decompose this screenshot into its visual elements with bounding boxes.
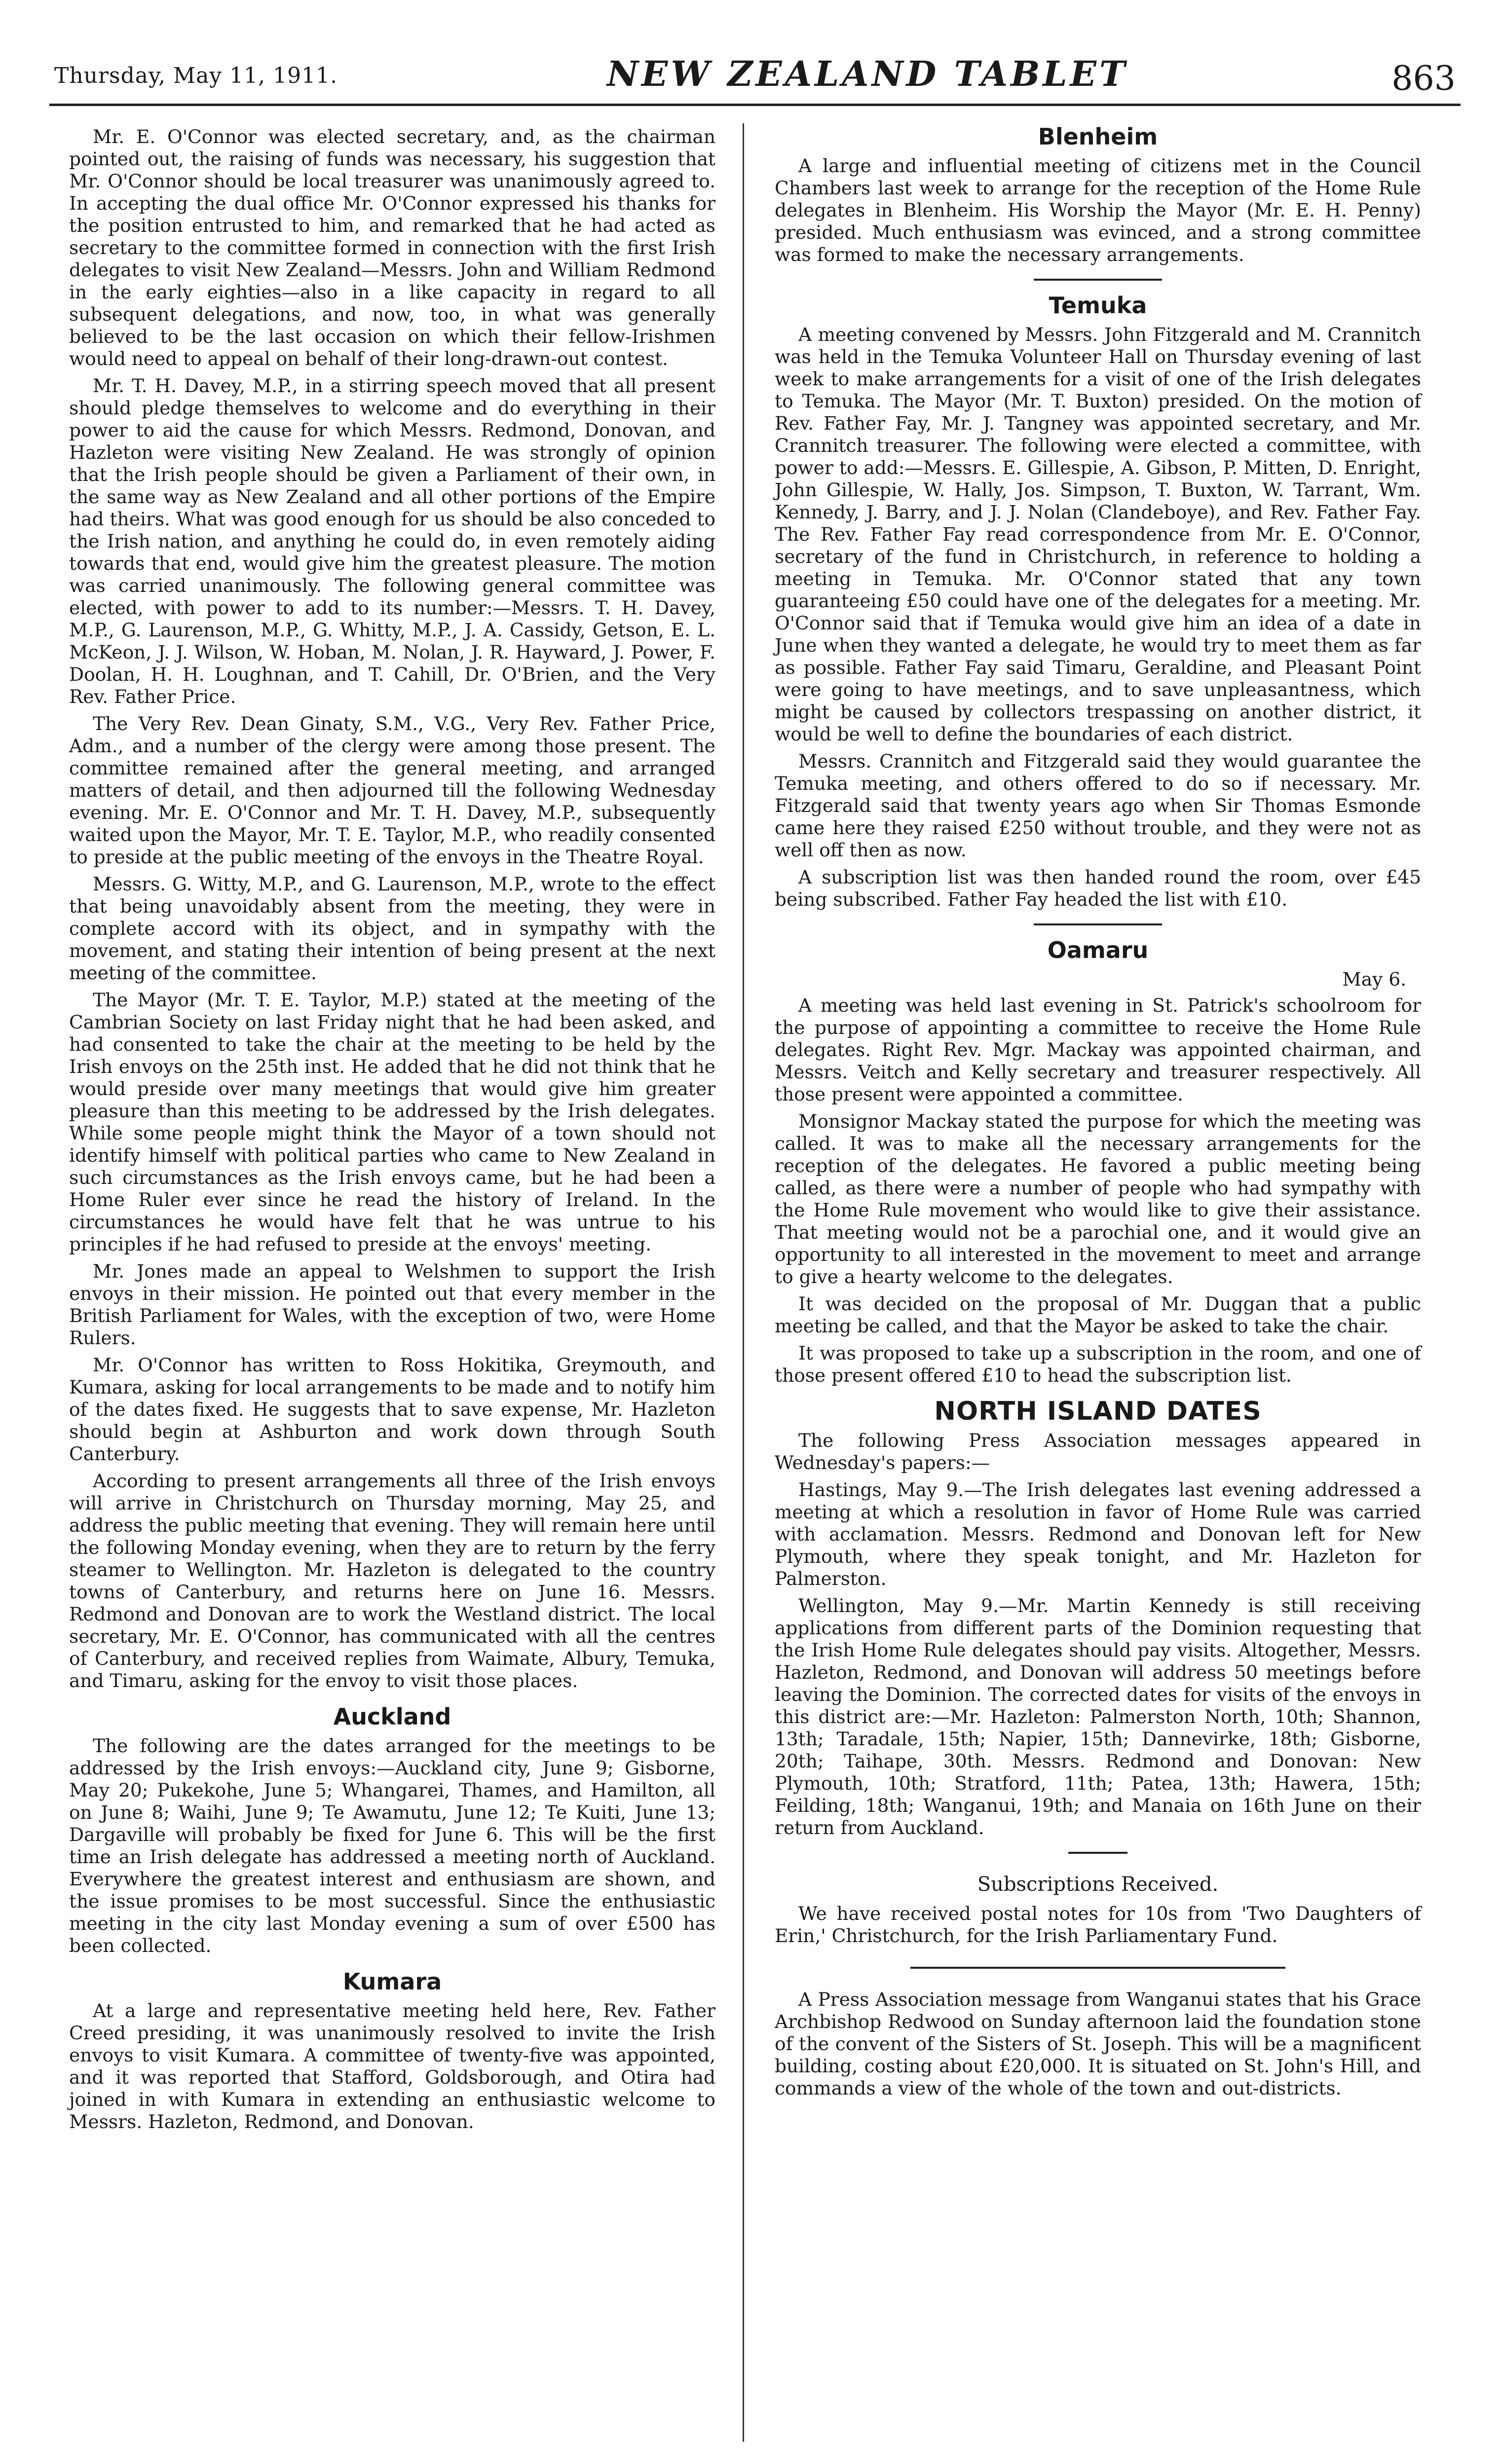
blenheim-paragraph: A large and influential meeting of citizens met in the Council Chambers last week to arrange for the reception of the Home Rule delegates in Blenheim. His Worship the Mayor (Mr. E. H. Penny) presided. Much enthusiasm was evinced, and a strong committee was formed to make the necessary arrangements. [775, 155, 1421, 265]
oamaru-paragraph: It was proposed to take up a subscription in the room, and one of those present offered £10 to head the subscription list. [775, 1342, 1421, 1386]
oamaru-paragraph: It was decided on the proposal of Mr. Duggan that a public meeting be called, and that the Mayor be asked to take the chair. [775, 1293, 1421, 1337]
subscriptions-paragraph: We have received postal notes for 10s from 'Two Daughters of Erin,' Christchurch, for the Irish Parliamentary Fund. [775, 1903, 1421, 1947]
north-island-paragraph: The following Press Association messages appeared in Wednesday's papers:— [775, 1430, 1421, 1473]
left-column [69, 126, 715, 2138]
article-paragraph: The Very Rev. Dean Ginaty, S.M., V.G., Very Rev. Father Price, Adm., and a number of the clergy were among those present. The committee remained after the general meeting, and arranged matters of detail, and then adjourned till the following Wednesday evening. Mr. E. O'Connor and Mr. T. H. Davey, M.P., subsequently waited upon the Mayor, Mr. T. E. Taylor, M.P., who readily consented to preside at the public meeting of the envoys in the Theatre Royal. [69, 713, 715, 868]
section-title-temuka: Temuka [1049, 292, 1147, 319]
section-title-blenheim: Blenheim [1038, 123, 1158, 150]
article-paragraph: According to present arrangements all three of the Irish envoys will arrive in Christchurch on Thursday morning, May 25, and address the public meeting that evening. They will remain here until the following Monday evening, when they are to return by the ferry steamer to Wellington. Mr. Hazleton is delegated to the country towns of Canterbury, and returns here on June 16. Messrs. Redmond and Donovan are to work the Westland district. The local secretary, Mr. E. O'Connor, has communicated with all the centres of Canterbury, and received replies from Waimate, Albury, Temuka, and Timaru, asking for the envoy to visit those places. [69, 1470, 715, 1692]
oamaru-paragraph: Monsignor Mackay stated the purpose for which the meeting was called. It was to make all the necessary arrangements for the reception of the delegates. He favored a public meeting being called, as there were a number of people who had sympathy with the Home Rule movement who would like to give their assistance. That meeting would not be a parochial one, and it would give an opportunity to all interested in the movement to meet and arrange to give a hearty welcome to the delegates. [775, 1110, 1421, 1287]
section-title-north-island: NORTH ISLAND DATES [934, 1397, 1262, 1426]
page-header [49, 0, 1461, 123]
press-note-paragraph: A Press Association message from Wanganui states that his Grace Archbishop Redwood on Sunday afternoon laid the foundation stone of the convent of the Sisters of St. Joseph. This will be a magnificent building, costing about £20,000. It is situated on St. John's Hill, and commands a view of the whole of the town and out-districts. [775, 1988, 1421, 2099]
section-title-oamaru: Oamaru [1047, 937, 1149, 963]
header-rule [49, 104, 1461, 106]
issue-date: Thursday, May 11, 1911. [54, 63, 338, 88]
masthead-title: NEW ZEALAND TABLET [607, 53, 1128, 94]
auckland-paragraph: The following are the dates arranged for the meetings to be addressed by the Irish envoys:—Auckland city, June 9; Gisborne, May 20; Pukekohe, June 5; Whangarei, Thames, and Hamilton, all on June 8; Waihi, June 9; Te Awamutu, June 12; Te Kuiti, June 13; Dargaville will probably be fixed for June 6. This will be the first time an Irish delegate has addressed a meeting north of Auckland. Everywhere the greatest interest and enthusiasm are shown, and the issue promises to be most successful. Since the enthusiastic meeting in the city last Monday evening a sum of over £500 has been collected. [69, 1735, 715, 1956]
section-rule [1034, 923, 1162, 925]
temuka-paragraph: A meeting convened by Messrs. John Fitzgerald and M. Crannitch was held in the Temuka Volunteer Hall on Thursday evening of last week to make arrangements for a visit of one of the Irish delegates to Temuka. The Mayor (Mr. T. Buxton) presided. On the motion of Rev. Father Fay, Mr. J. Tangney was appointed secretary, and Mr. Crannitch treasurer. The following were elected a committee, with power to add:—Messrs. E. Gillespie, A. Gibson, P. Mitten, D. Enright, John Gillespie, W. Hally, Jos. Simpson, T. Buxton, W. Tarrant, Wm. Kennedy, J. Barry, and J. J. Nolan (Clandeboye), and Rev. Father Fay. The Rev. Father Fay read correspondence from Mr. E. O'Connor, secretary of the fund in Christchurch, in reference to holding a meeting in Temuka. Mr. O'Connor stated that any town guaranteeing £50 could have one of the delegates for a meeting. Mr. O'Connor said that if Temuka would give him an idea of a date in June when they wanted a delegate, he would try to meet them as far as possible. Father Fay said Timaru, Geraldine, and Pleasant Point were going to have meetings, and to save unpleasantness, which might be caused by collectors trespassing on another district, it would be well to define the boundaries of each district. [775, 324, 1421, 745]
article-paragraph: Messrs. G. Witty, M.P., and G. Laurenson, M.P., wrote to the effect that being unavoidably absent from the meeting, they were in complete accord with its object, and in sympathy with the movement, and stating their intention of being present at the next meeting of the committee. [69, 873, 715, 984]
section-title-subscriptions: Subscriptions Received. [977, 1873, 1219, 1896]
section-title-auckland: Auckland [333, 1703, 451, 1730]
section-rule [910, 1967, 1285, 1969]
kumara-paragraph: At a large and representative meeting held here, Rev. Father Creed presiding, it was unanimously resolved to invite the Irish envoys to visit Kumara. A committee of twenty-five was appointed, and it was reported that Stafford, Goldsborough, and Otira had joined in with Kumara in extending an enthusiastic welcome to Messrs. Hazleton, Redmond, and Donovan. [69, 2000, 715, 2133]
right-column [775, 123, 1421, 2104]
section-title-kumara: Kumara [342, 1968, 442, 1995]
article-paragraph: Mr. E. O'Connor was elected secretary, and, as the chairman pointed out, the raising of funds was necessary, his suggestion that Mr. O'Connor should be local treasurer was unanimously agreed to. In accepting the dual office Mr. O'Connor expressed his thanks for the position entrusted to him, and remarked that he had acted as secretary to the committee formed in connection with the first Irish delegates to visit New Zealand—Messrs. John and William Redmond in the early eighties—also in a like capacity in regard to all subsequent delegations, and now, too, in what was generally believed to be the last occasion on which their fellow-Irishmen would need to appeal on behalf of their long-drawn-out contest. [69, 126, 715, 369]
column-divider [743, 123, 744, 2442]
page-number: 863 [1391, 59, 1456, 98]
article-paragraph: The Mayor (Mr. T. E. Taylor, M.P.) stated at the meeting of the Cambrian Society on last Friday night that he had been asked, and had consented to take the chair at the meeting to be held by the Irish envoys on the 25th inst. He added that he did not think that he would preside over many meetings that would give him greater pleasure than this meeting to be addressed by the Irish delegates. While some people might think the Mayor of a town should not identify himself with political parties who came to New Zealand in such circumstances as the Irish envoys came, but he had been a Home Ruler ever since he read the history of Ireland. In the circumstances he would have felt that he was untrue to his principles if he had refused to preside at the envoys' meeting. [69, 989, 715, 1255]
temuka-paragraph: A subscription list was then handed round the room, over £45 being subscribed. Father Fay headed the list with £10. [775, 866, 1421, 910]
section-rule [1068, 1852, 1127, 1854]
section-rule [1034, 279, 1162, 281]
north-island-paragraph: Wellington, May 9.—Mr. Martin Kennedy is still receiving applications from different parts of the Dominion requesting that the Irish Home Rule delegates should pay visits. Altogether, Messrs. Hazleton, Redmond, and Donovan will address 50 meetings before leaving the Dominion. The corrected dates for visits of the envoys in this district are:—Mr. Hazleton: Palmerston North, 10th; Shannon, 13th; Taradale, 15th; Napier, 15th; Dannevirke, 18th; Gisborne, 20th; Taihape, 30th. Messrs. Redmond and Donovan: New Plymouth, 10th; Stratford, 11th; Patea, 13th; Hawera, 15th; Feilding, 18th; Wanganui, 19th; and Manaia on 16th June on their return from Auckland. [775, 1595, 1421, 1839]
article-paragraph: Mr. Jones made an appeal to Welshmen to support the Irish envoys in their mission. He pointed out that every member in the British Parliament for Wales, with the exception of two, were Home Rulers. [69, 1260, 715, 1349]
article-paragraph: Mr. O'Connor has written to Ross Hokitika, Greymouth, and Kumara, asking for local arrangements to be made and to notify him of the dates fixed. He suggests that to save expense, Mr. Hazleton should begin at Ashburton and work down through South Canterbury. [69, 1354, 715, 1465]
oamaru-paragraph: A meeting was held last evening in St. Patrick's schoolroom for the purpose of appointing a committee to receive the Home Rule delegates. Right Rev. Mgr. Mackay was appointed chairman, and Messrs. Veitch and Kelly secretary and treasurer respectively. All those present were appointed a committee. [775, 994, 1421, 1105]
article-paragraph: Mr. T. H. Davey, M.P., in a stirring speech moved that all present should pledge themselves to welcome and do everything in their power to aid the cause for which Messrs. Redmond, Donovan, and Hazleton were visiting New Zealand. He was strongly of opinion that the Irish people should be given a Parliament of their own, in the same way as New Zealand and all other portions of the Empire had theirs. What was good enough for us should be also conceded to the Irish nation, and anything he could do, in even remotely aiding towards that end, would give him the greatest pleasure. The motion was carried unanimously. The following general committee was elected, with power to add to its number:—Messrs. T. H. Davey, M.P., G. Laurenson, M.P., G. Whitty, M.P., J. A. Cassidy, Getson, E. L. McKeon, J. J. Wilson, W. Hoban, M. Nolan, J. R. Hayward, J. Power, F. Doolan, H. H. Loughnan, and T. Cahill, Dr. O'Brien, and the Very Rev. Father Price. [69, 375, 715, 707]
north-island-paragraph: Hastings, May 9.—The Irish delegates last evening addressed a meeting at which a resolution in favor of Home Rule was carried with acclamation. Messrs. Redmond and Donovan left for New Plymouth, where they speak tonight, and Mr. Hazleton for Palmerston. [775, 1479, 1421, 1589]
oamaru-dateline: May 6. [1342, 968, 1406, 990]
temuka-paragraph: Messrs. Crannitch and Fitzgerald said they would guarantee the Temuka meeting, and others offered to do so if necessary. Mr. Fitzgerald said that twenty years ago when Sir Thomas Esmonde came here they raised £250 without trouble, and they were not as well off then as now. [775, 750, 1421, 861]
